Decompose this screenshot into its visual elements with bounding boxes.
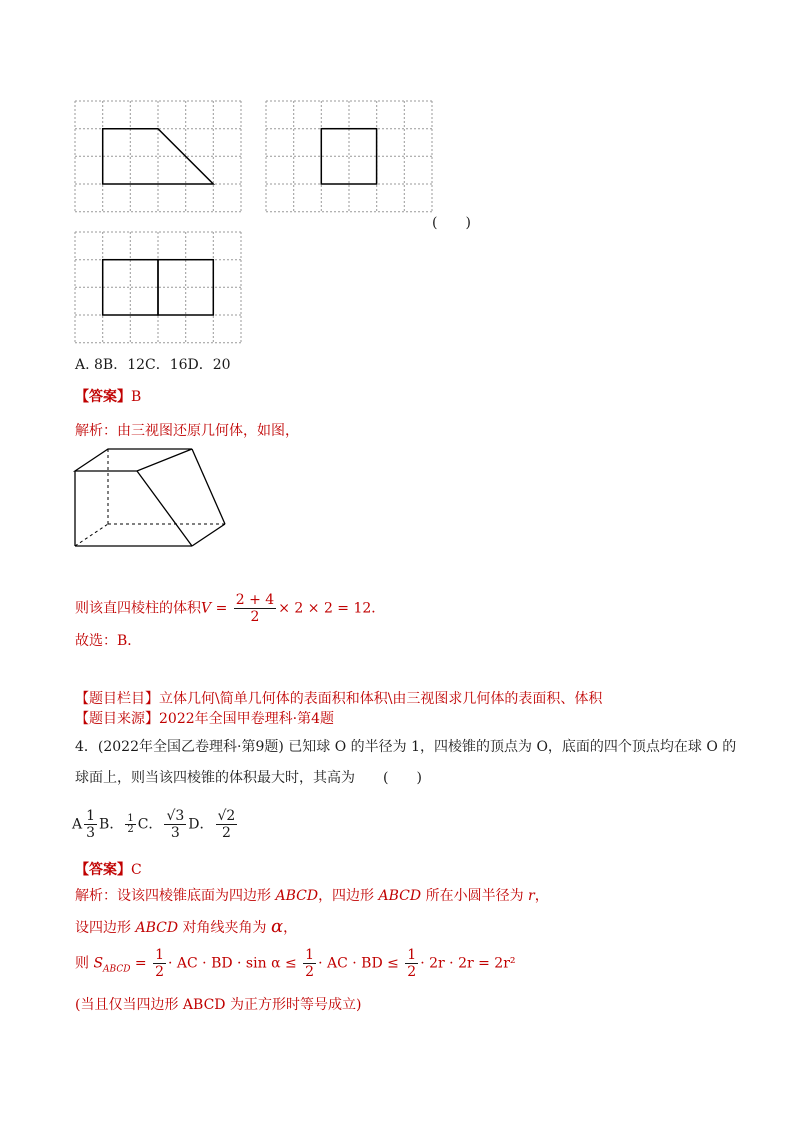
q4-answer [75, 860, 142, 880]
q4-a2-abcd: ABCD [135, 920, 179, 936]
q3-volume-frac [234, 592, 276, 625]
q4-optA-label: A [72, 816, 83, 833]
q4-formula-sub: ABCD [103, 964, 131, 975]
q4-stem-line2: 球面上，则当该四棱锥的体积最大时，其高为 ( ) [75, 770, 422, 786]
q4-optC-frac [164, 808, 186, 841]
q3-volume-end: ． [371, 600, 386, 617]
q3-answer [75, 387, 141, 407]
q3-source: 【题目来源】2022年全国甲卷理科·第4题 [75, 711, 334, 727]
q4-a2-c: ， [283, 920, 298, 936]
q4-formula-S: S [93, 955, 104, 972]
q4-a1-b: ，四边形 [318, 888, 379, 904]
q4-optC-label: C． [137, 816, 163, 833]
top-view-rect-left [103, 260, 158, 315]
q4-formula-p2: · AC · BD ≤ [318, 955, 404, 972]
prism-diagram [74, 448, 264, 550]
q3-options: A. 8B．12C．16D．20 [75, 357, 231, 373]
q4-half-1-den: 2 [155, 964, 164, 980]
q4-optB-den: 2 [127, 824, 134, 835]
q4-optC-den: 3 [170, 825, 180, 841]
q4-a2-b: 对角线夹角为 [178, 920, 271, 936]
q4-a2-a: 设四边形 [75, 920, 136, 936]
q4-answer-tag: 【答案】 [75, 862, 131, 878]
q3-volume-eq: = [211, 600, 232, 617]
q4-a1-abcd-2: ABCD [378, 888, 422, 904]
q3-choose: 故选：B． [75, 633, 142, 649]
q4-optC-num: √3 [166, 808, 185, 824]
q4-optD-den: 2 [221, 825, 231, 841]
q4-formula-p3: · 2r · 2r = 2r² [420, 955, 516, 972]
q4-optD-label: D． [188, 816, 214, 833]
front-view-grid [75, 101, 242, 212]
q4-a1-a: 解析：设该四棱锥底面为四边形 [75, 888, 276, 904]
q4-half-3-den: 2 [407, 964, 417, 980]
q4-equality-note: (当且仅当四边形 ABCD 为正方形时等号成立) [75, 997, 362, 1013]
q3-volume-prefix: 则该直四棱柱的体积 [75, 600, 201, 617]
side-view-square [321, 129, 376, 184]
q3-volume-V: V [201, 600, 212, 617]
q3-answer-tag: 【答案】 [75, 389, 131, 405]
q4-options [72, 808, 239, 841]
q4-stem-line1: 4．(2022年全国乙卷理科·第9题) 已知球 O 的半径为 1，四棱锥的顶点为 O，底面的四个顶点均在球 O 的 [75, 739, 737, 755]
q3-paren: ( ) [432, 215, 471, 231]
q4-a1-d: ， [534, 888, 549, 904]
q4-optA-frac [84, 808, 97, 841]
q4-a1-abcd-1: ABCD [275, 888, 319, 904]
q3-volume-line [75, 592, 385, 625]
q3-volume-rest: × 2 × 2 = 12 [278, 600, 372, 617]
q4-formula-p1: · AC · BD · sin α ≤ [168, 955, 302, 972]
q4-optD-num: √2 [217, 808, 236, 824]
q4-analysis-line2 [75, 917, 297, 938]
q4-half-1 [153, 947, 166, 980]
top-view-rect-right [158, 260, 213, 315]
q3-analysis: 解析：由三视图还原几何体，如图， [75, 423, 299, 439]
q4-optB-label: B． [99, 816, 124, 833]
q4-a2-alpha: α [270, 916, 284, 937]
q4-a1-c: 所在小圆半径为 [421, 888, 529, 904]
q4-optA-num: 1 [86, 808, 96, 824]
q3-answer-value: B [131, 389, 142, 405]
q4-half-2 [303, 947, 316, 980]
q4-optA-den: 3 [86, 825, 96, 841]
q4-half-2-num: 1 [305, 947, 315, 963]
q4-half-3-num: 1 [407, 947, 417, 963]
q4-answer-value: C [131, 862, 142, 878]
q4-half-2-den: 2 [305, 964, 315, 980]
q4-formula-line [75, 947, 516, 980]
q3-topic: 【题目栏目】立体几何\简单几何体的表面积和体积\由三视图求几何体的表面积、体积 [75, 691, 603, 707]
q4-optD-frac [216, 808, 238, 841]
q4-half-1-num: 1 [155, 947, 164, 963]
q4-analysis-line1 [75, 886, 549, 906]
top-view-grid [75, 232, 242, 343]
side-view-grid [266, 101, 433, 212]
q4-half-3 [405, 947, 418, 980]
q4-formula-eq: = [130, 955, 152, 972]
q4-optB-num: 1 [127, 813, 134, 824]
q4-a1-r: r [528, 888, 535, 904]
q3-volume-den: 2 [250, 609, 260, 625]
q4-optB-frac [125, 814, 135, 835]
q3-volume-num: 2 + 4 [235, 592, 275, 608]
q4-formula-prefix: 则 [75, 955, 94, 972]
